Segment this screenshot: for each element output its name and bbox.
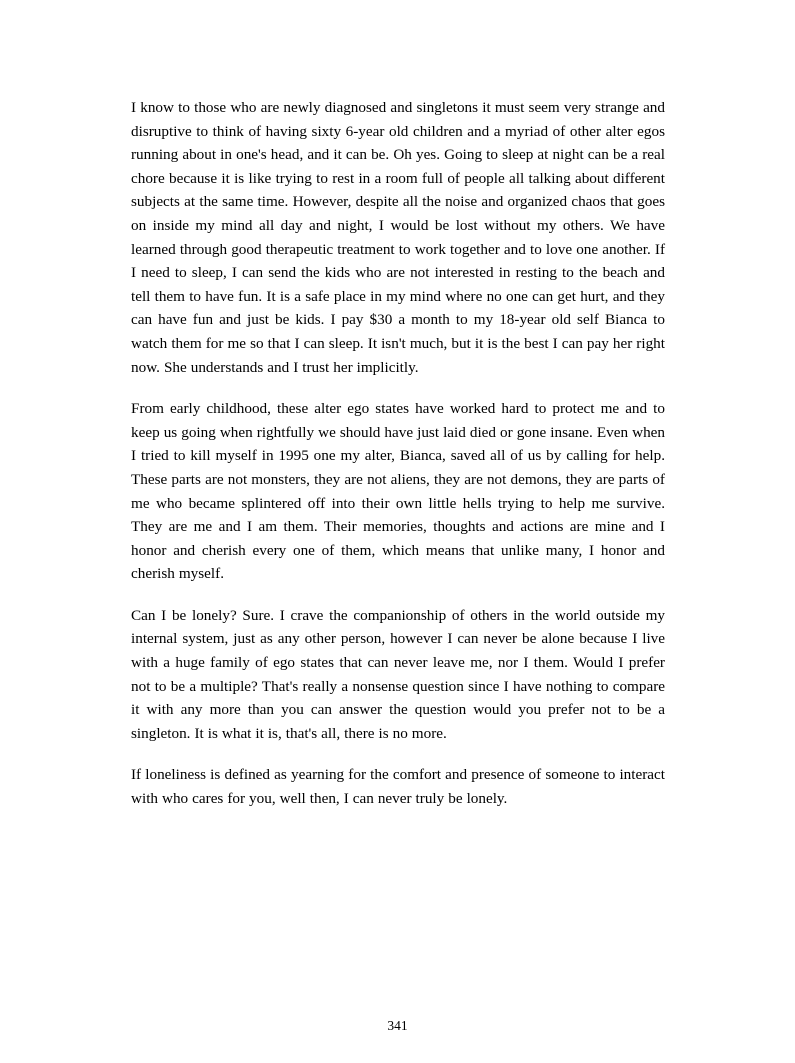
paragraph: Can I be lonely? Sure. I crave the companionship of others in the world outside my internal system, just as any other person, however I can never be alone because I live with a huge family of ego states that can never leave me, nor I them. Would I prefer not to be a multiple? That's really a nonsense question since I have nothing to compare it with any more than you can answer the question would you prefer not to be a singleton. It is what it is, that's all, there is no more.: [131, 606, 665, 742]
paragraph: I know to those who are newly diagnosed and singletons it must seem very strange and disruptive to think of having sixty 6-year old children and a myriad of other alter egos running about in one's head, and it can be. Oh yes. Going to sleep at night can be a real chore because it is like trying to rest in a room full of people all talking about different subjects at the same time. However, despite all the noise and organized chaos that goes on inside my mind all day and night, I would be lost without my others. We have learned through good therapeutic treatment to work together and to love one another. If I need to sleep, I can send the kids who are not interested in resting to the beach and tell them to have fun. It is a safe place in my mind where no one can get hurt, and they can have fun and just be kids. I pay $30 a month to my 18-year old self Bianca to watch them for me so that I can sleep. It isn't much, but it is the best I can pay her right now. She understands and I trust her implicitly.: [131, 99, 665, 376]
paragraph: From early childhood, these alter ego states have worked hard to protect me and to keep us going when rightfully we should have just laid died or gone insane. Even when I tried to kill myself in 1995 one my alter, Bianca, saved all of us by calling for help. These parts are not monsters, they are not aliens, they are not demons, they are parts of me who became splintered off into their own little hells trying to help me survive. They are me and I am them. Their memories, thoughts and actions are mine and I honor and cherish every one of them, which means that unlike many, I honor and cherish myself.: [131, 400, 665, 583]
page-number: 341: [387, 1018, 408, 1033]
paragraph: If loneliness is defined as yearning for the comfort and presence of someone to interact with who cares for you, well then, I can never truly be lonely.: [131, 766, 665, 808]
page-body-text: [131, 96, 665, 811]
